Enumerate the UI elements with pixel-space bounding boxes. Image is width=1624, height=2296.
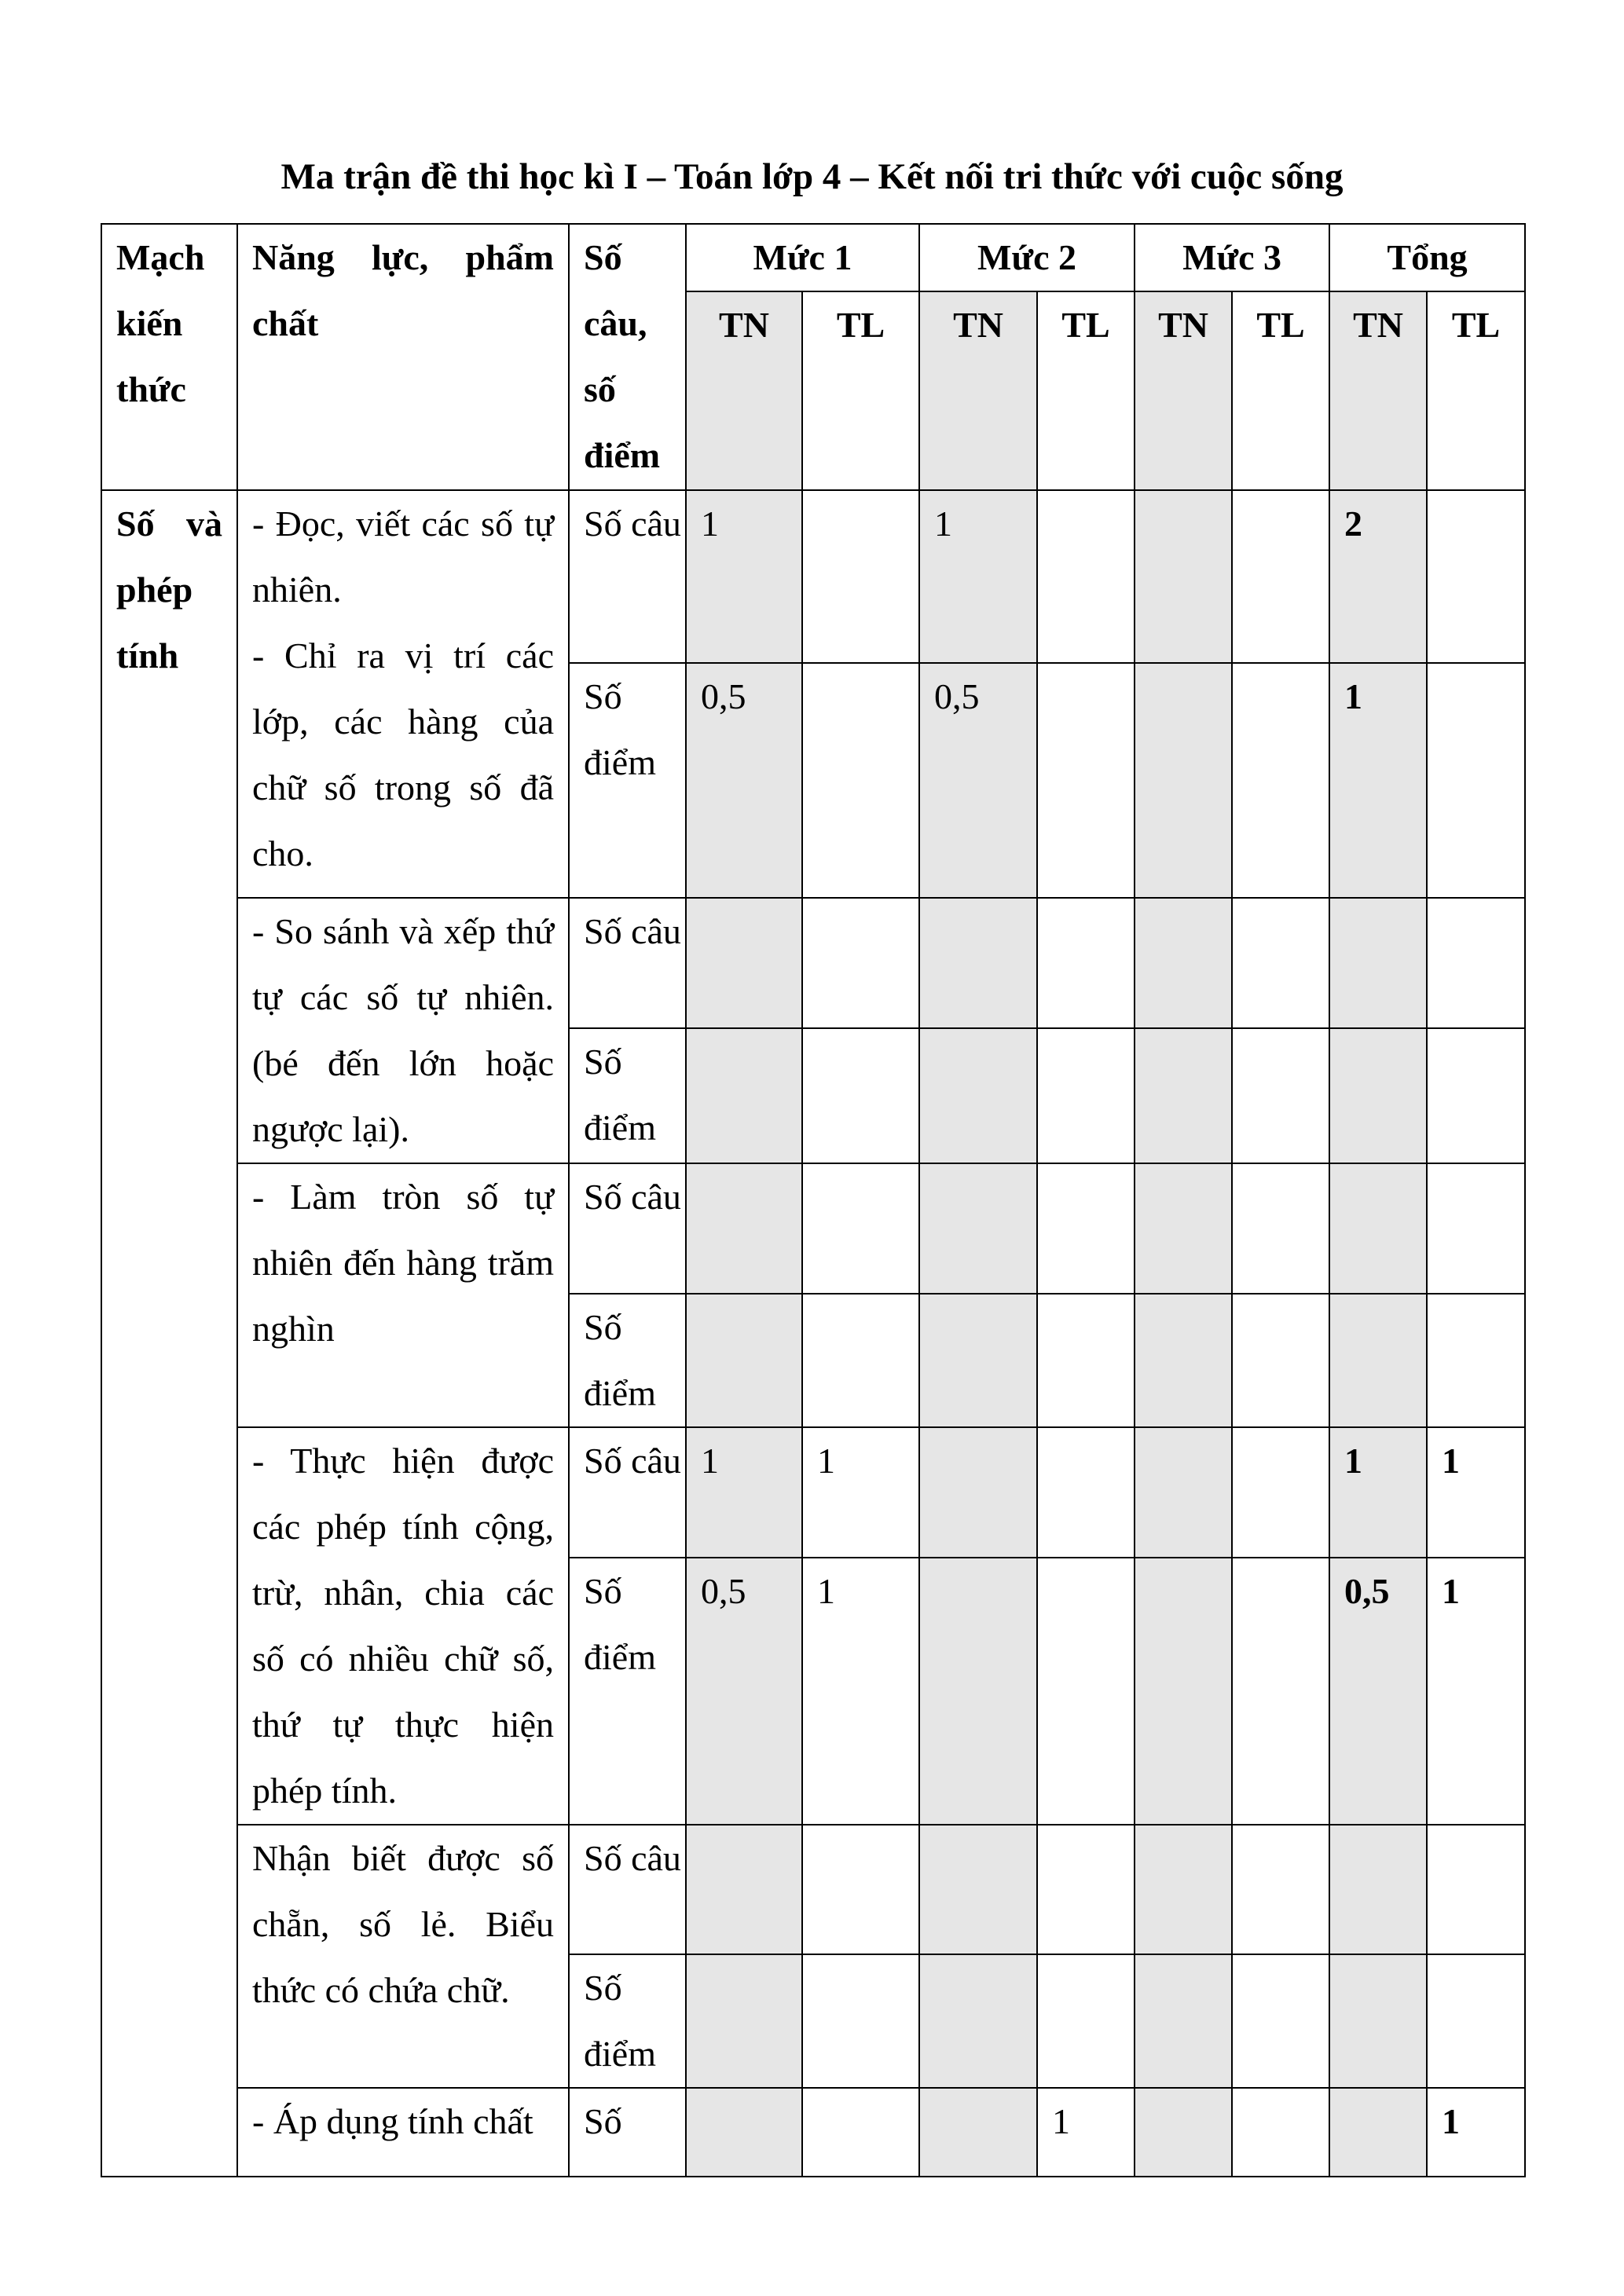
value-cell	[1135, 1163, 1232, 1294]
value-cell	[1329, 1954, 1427, 2088]
header-mach: Mạch kiến thức	[101, 224, 237, 490]
value-cell: 1	[1427, 1427, 1525, 1558]
value-cell: 1	[919, 490, 1037, 663]
value-cell	[1427, 490, 1525, 663]
document-title: Ma trận đề thi học kì I – Toán lớp 4 – Kết nối tri thức với cuộc sống	[280, 156, 1344, 197]
value-cell	[802, 2088, 919, 2177]
value-cell	[1427, 1954, 1525, 2088]
value-cell	[919, 2088, 1037, 2177]
subheader-tl: TL	[1427, 291, 1525, 490]
table-row	[101, 490, 1525, 663]
table-row	[101, 1163, 1525, 1294]
value-cell	[1135, 1294, 1232, 1427]
value-cell	[1037, 1294, 1135, 1427]
value-cell	[1037, 1954, 1135, 2088]
value-cell	[919, 1954, 1037, 2088]
measure-type-cell: Số điểm	[569, 1558, 686, 1825]
measure-type-cell: Số câu	[569, 490, 686, 663]
value-cell	[1232, 1954, 1329, 2088]
header-so-cau: Số câu, số điểm	[569, 224, 686, 490]
value-cell	[1329, 1163, 1427, 1294]
value-cell: 1	[802, 1558, 919, 1825]
value-cell	[802, 1954, 919, 2088]
value-cell	[1232, 663, 1329, 898]
value-cell	[1037, 490, 1135, 663]
value-cell	[919, 1028, 1037, 1163]
value-cell	[1037, 898, 1135, 1028]
value-cell	[1427, 663, 1525, 898]
measure-type-cell: Số câu	[569, 898, 686, 1028]
value-cell: 2	[1329, 490, 1427, 663]
value-cell	[919, 1163, 1037, 1294]
value-cell	[919, 898, 1037, 1028]
header-nang-luc: Năng lực, phẩm chất	[237, 224, 569, 490]
value-cell	[1232, 1294, 1329, 1427]
value-cell	[1329, 2088, 1427, 2177]
subheader-tn: TN	[686, 291, 802, 490]
value-cell	[919, 1294, 1037, 1427]
subheader-tn: TN	[1329, 291, 1427, 490]
value-cell	[1427, 898, 1525, 1028]
subheader-tl: TL	[802, 291, 919, 490]
value-cell	[1037, 663, 1135, 898]
value-cell	[1329, 898, 1427, 1028]
value-cell	[1135, 1427, 1232, 1558]
value-cell: 1	[1427, 1558, 1525, 1825]
value-cell	[1135, 1028, 1232, 1163]
value-cell	[686, 1954, 802, 2088]
value-cell	[1427, 1294, 1525, 1427]
value-cell	[919, 1558, 1037, 1825]
value-cell	[802, 1294, 919, 1427]
measure-type-cell: Số điểm	[569, 663, 686, 898]
value-cell	[1329, 1028, 1427, 1163]
competency-cell: Nhận biết được số chẵn, số lẻ. Biểu thức có chứa chữ.	[237, 1825, 569, 2088]
value-cell: 0,5	[686, 1558, 802, 1825]
value-cell	[1037, 1028, 1135, 1163]
value-cell	[1135, 490, 1232, 663]
value-cell	[802, 1825, 919, 1954]
value-cell	[1232, 1163, 1329, 1294]
value-cell	[802, 663, 919, 898]
value-cell	[1135, 1558, 1232, 1825]
value-cell	[686, 1294, 802, 1427]
header-muc-2: Mức 2	[919, 224, 1135, 291]
table-row	[101, 898, 1525, 1028]
header-row	[101, 224, 1525, 291]
value-cell: 1	[802, 1427, 919, 1558]
value-cell: 1	[1427, 2088, 1525, 2177]
mach-kien-thuc-cell: Số và phép tính	[101, 490, 237, 2177]
competency-cell: - Làm tròn số tự nhiên đến hàng trăm nghìn	[237, 1163, 569, 1427]
competency-cell: - Áp dụng tính chất	[237, 2088, 569, 2177]
value-cell	[802, 898, 919, 1028]
measure-type-cell: Số câu	[569, 1427, 686, 1558]
table-row	[101, 1427, 1525, 1558]
header-tong: Tổng	[1329, 224, 1525, 291]
value-cell	[686, 1825, 802, 1954]
value-cell	[919, 1825, 1037, 1954]
measure-type-cell: Số câu	[569, 1825, 686, 1954]
value-cell	[802, 1028, 919, 1163]
header-muc-3: Mức 3	[1135, 224, 1329, 291]
value-cell	[686, 2088, 802, 2177]
competency-cell: - Đọc, viết các số tự nhiên. - Chỉ ra vị trí các lớp, các hàng của chữ số trong số đã cho.	[237, 490, 569, 898]
value-cell	[1232, 490, 1329, 663]
value-cell	[686, 1163, 802, 1294]
value-cell	[802, 490, 919, 663]
value-cell: 1	[1329, 1427, 1427, 1558]
subheader-tl: TL	[1232, 291, 1329, 490]
value-cell: 1	[1037, 2088, 1135, 2177]
value-cell: 1	[1329, 663, 1427, 898]
value-cell	[1135, 898, 1232, 1028]
value-cell	[1037, 1427, 1135, 1558]
value-cell	[1037, 1163, 1135, 1294]
value-cell	[1232, 898, 1329, 1028]
competency-cell: - So sánh và xếp thứ tự các số tự nhiên. (bé đến lớn hoặc ngược lại).	[237, 898, 569, 1163]
value-cell	[1232, 2088, 1329, 2177]
competency-cell: - Thực hiện được các phép tính cộng, trừ, nhân, chia các số có nhiều chữ số, thứ tự thực hiện phép tính.	[237, 1427, 569, 1825]
value-cell	[1135, 1954, 1232, 2088]
measure-type-cell: Số điểm	[569, 1294, 686, 1427]
value-cell	[1329, 1825, 1427, 1954]
subheader-tl: TL	[1037, 291, 1135, 490]
value-cell	[1427, 1825, 1525, 1954]
value-cell	[1135, 1825, 1232, 1954]
value-cell	[1232, 1825, 1329, 1954]
value-cell	[686, 1028, 802, 1163]
value-cell	[1135, 2088, 1232, 2177]
measure-type-cell: Số câu	[569, 1163, 686, 1294]
value-cell: 0,5	[1329, 1558, 1427, 1825]
value-cell	[1329, 1294, 1427, 1427]
value-cell	[1232, 1558, 1329, 1825]
table-row	[101, 2088, 1525, 2177]
value-cell	[1232, 1028, 1329, 1163]
value-cell	[802, 1163, 919, 1294]
value-cell	[1427, 1028, 1525, 1163]
value-cell	[686, 898, 802, 1028]
value-cell	[1135, 663, 1232, 898]
value-cell: 1	[686, 1427, 802, 1558]
table-row	[101, 1825, 1525, 1954]
subheader-tn: TN	[919, 291, 1037, 490]
measure-type-cell: Số điểm	[569, 1028, 686, 1163]
header-muc-1: Mức 1	[686, 224, 919, 291]
value-cell	[1037, 1825, 1135, 1954]
subheader-tn: TN	[1135, 291, 1232, 490]
value-cell: 1	[686, 490, 802, 663]
measure-type-cell: Số điểm	[569, 1954, 686, 2088]
value-cell	[1427, 1163, 1525, 1294]
value-cell: 0,5	[686, 663, 802, 898]
exam-matrix-table	[101, 223, 1526, 2177]
value-cell	[1232, 1427, 1329, 1558]
value-cell: 0,5	[919, 663, 1037, 898]
value-cell	[919, 1427, 1037, 1558]
value-cell	[1037, 1558, 1135, 1825]
measure-type-cell: Số	[569, 2088, 686, 2177]
